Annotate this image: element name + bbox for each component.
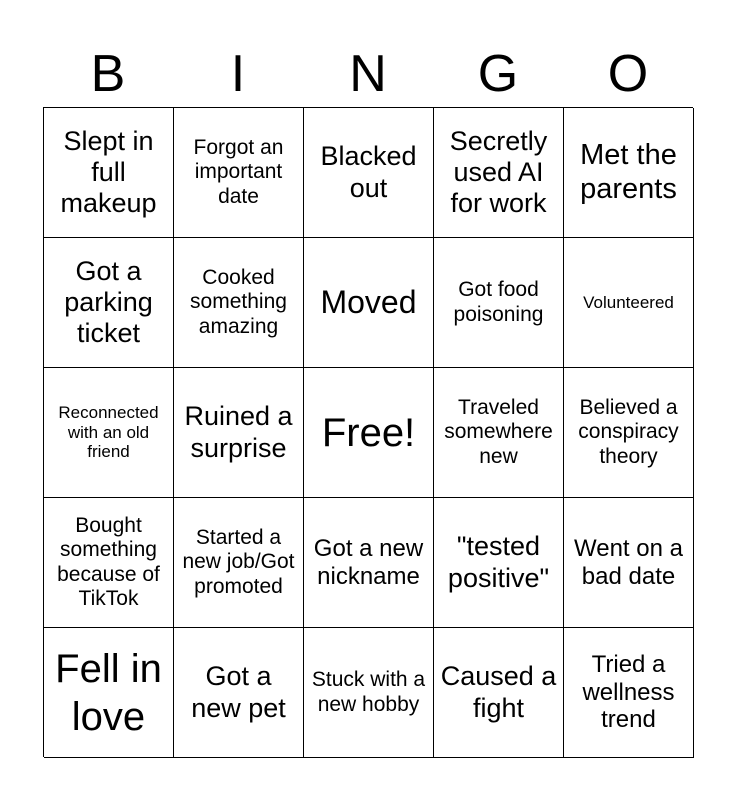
header-letter-g: G xyxy=(477,45,519,103)
bingo-cell[interactable]: Volunteered xyxy=(564,238,694,368)
bingo-cell[interactable]: Got a new nickname xyxy=(304,498,434,628)
bingo-cell[interactable]: Went on a bad date xyxy=(564,498,694,628)
bingo-cell[interactable]: Tried a wellness trend xyxy=(564,628,694,758)
bingo-cell[interactable]: Got a new pet xyxy=(174,628,304,758)
bingo-cell-free[interactable]: Free! xyxy=(304,368,434,498)
bingo-cell[interactable]: "tested positive" xyxy=(434,498,564,628)
bingo-cell[interactable]: Secretly used AI for work xyxy=(434,108,564,238)
bingo-cell[interactable]: Fell in love xyxy=(44,628,174,758)
header-letter-o: O xyxy=(607,45,649,103)
bingo-cell[interactable]: Caused a fight xyxy=(434,628,564,758)
bingo-cell[interactable]: Ruined a surprise xyxy=(174,368,304,498)
header-letter-i: I xyxy=(230,45,246,103)
bingo-header xyxy=(43,40,693,108)
bingo-cell[interactable]: Forgot an important date xyxy=(174,108,304,238)
bingo-cell[interactable]: Got a parking ticket xyxy=(44,238,174,368)
bingo-cell[interactable]: Slept in full makeup xyxy=(44,108,174,238)
bingo-cell[interactable]: Cooked something amazing xyxy=(174,238,304,368)
header-letter-n: N xyxy=(349,45,387,103)
bingo-cell[interactable]: Bought something because of TikTok xyxy=(44,498,174,628)
bingo-cell[interactable]: Got food poisoning xyxy=(434,238,564,368)
bingo-cell[interactable]: Traveled somewhere new xyxy=(434,368,564,498)
bingo-cell[interactable]: Reconnected with an old friend xyxy=(44,368,174,498)
bingo-cell[interactable]: Started a new job/Got promoted xyxy=(174,498,304,628)
header-letter-b: B xyxy=(90,45,126,103)
bingo-board xyxy=(43,107,693,757)
bingo-cell[interactable]: Moved xyxy=(304,238,434,368)
bingo-cell[interactable]: Believed a conspiracy theory xyxy=(564,368,694,498)
bingo-cell[interactable]: Blacked out xyxy=(304,108,434,238)
bingo-cell[interactable]: Met the parents xyxy=(564,108,694,238)
bingo-cell[interactable]: Stuck with a new hobby xyxy=(304,628,434,758)
